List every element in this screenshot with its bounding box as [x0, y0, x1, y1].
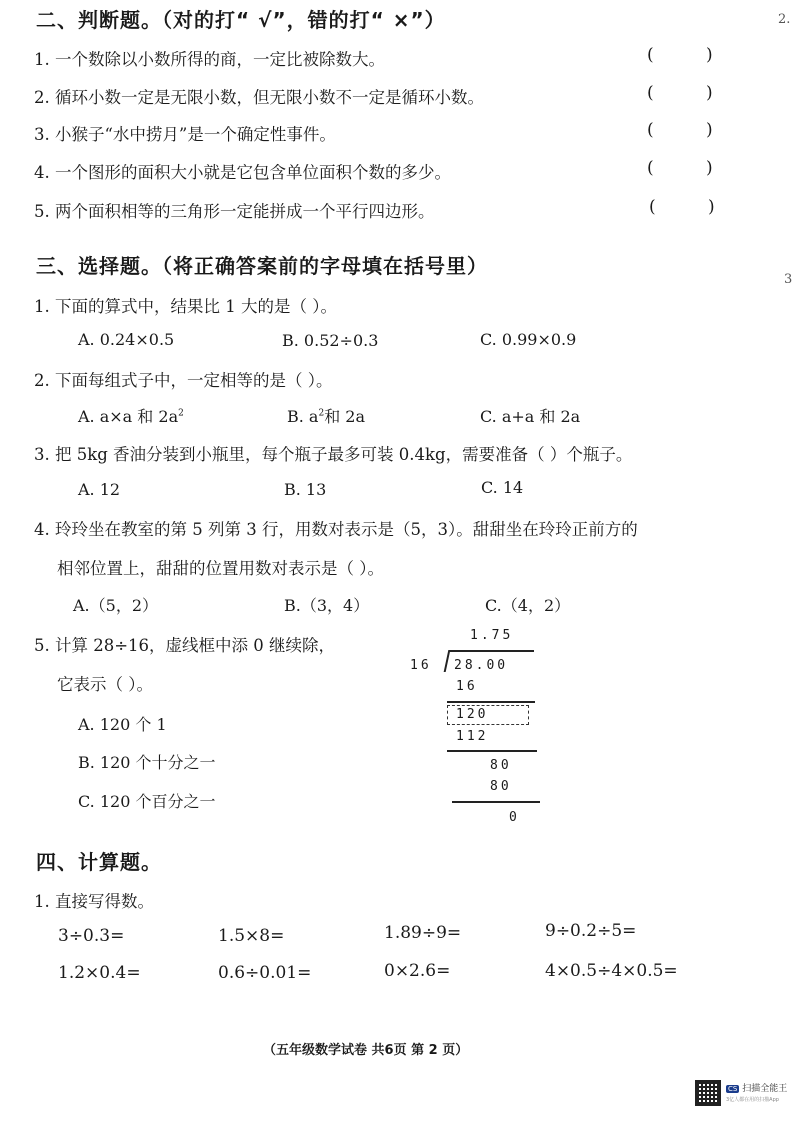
answer-paren-close: ) — [706, 158, 713, 178]
judge-item-2: 2. 循环小数一定是无限小数，但无限小数不一定是循环小数。 — [34, 88, 484, 107]
answer-paren-open: ( — [647, 45, 654, 65]
calc-item: 1.5×8= — [218, 926, 285, 946]
division-rule — [447, 701, 535, 703]
calc-item: 9÷0.2÷5= — [545, 921, 637, 941]
choice-q2: 2. 下面每组式子中，一定相等的是（ ）。 — [34, 371, 333, 390]
division-remainder: 0 — [509, 810, 520, 825]
choice-q3-option-c: C. 14 — [481, 478, 524, 497]
choice-q4-option-c: C.（4，2） — [485, 596, 571, 615]
calc-item: 4×0.5÷4×0.5= — [545, 961, 678, 981]
choice-q1-option-b: B. 0.52÷0.3 — [282, 331, 379, 350]
qr-code-icon — [695, 1080, 721, 1106]
choice-q5-option-c: C. 120 个百分之一 — [78, 792, 216, 811]
division-step-3: 112 — [456, 729, 489, 744]
scanner-watermark — [726, 1081, 787, 1103]
page-edge-mark: 3 — [784, 272, 793, 287]
division-step-4: 80 — [490, 758, 512, 773]
calc-item: 0×2.6= — [384, 961, 451, 981]
judge-item-3: 3. 小猴子“水中捞月”是一个确定性事件。 — [34, 125, 336, 144]
answer-paren-close: ) — [706, 120, 713, 140]
answer-paren-open: ( — [647, 158, 654, 178]
choice-q2-option-b: B. $a^2$和 2a — [287, 407, 366, 426]
division-bracket — [444, 650, 450, 672]
division-bar — [450, 650, 534, 652]
choice-q1-option-c: C. 0.99×0.9 — [480, 330, 577, 349]
division-step-2: 120 — [456, 707, 489, 722]
section3-title: 三、选择题。（将正确答案前的字母填在括号里） — [36, 254, 488, 278]
choice-q5-line1: 5. 计算 28÷16，虚线框中添 0 继续除， — [34, 636, 336, 655]
page-footer: （五年级数学试卷 共6页 第 2 页） — [263, 1043, 469, 1058]
choice-q4-line2: 相邻位置上，甜甜的位置用数对表示是（ ）。 — [57, 559, 384, 578]
section2-title: 二、判断题。（对的打“ √”，错的打“ ×”） — [36, 8, 446, 32]
calc-item: 1.89÷9= — [384, 923, 462, 943]
choice-q1-option-a: A. 0.24×0.5 — [78, 330, 175, 349]
scanner-brand-sub: 3亿人都在用的扫描App — [726, 1097, 779, 1103]
division-divisor: 16 — [410, 658, 432, 673]
judge-item-4: 4. 一个图形的面积大小就是它包含单位面积个数的多少。 — [34, 163, 451, 182]
choice-q5-option-b: B. 120 个十分之一 — [78, 753, 216, 772]
choice-q4-option-a: A.（5，2） — [73, 596, 159, 615]
calc-item: 0.6÷0.01= — [218, 963, 312, 983]
division-dividend: 28.00 — [454, 658, 509, 673]
camscanner-logo-icon: CS — [728, 1085, 738, 1093]
answer-paren-close: ) — [706, 45, 713, 65]
choice-q1: 1. 下面的算式中，结果比 1 大的是（ ）。 — [34, 297, 337, 316]
calc-subtitle: 1. 直接写得数。 — [34, 892, 154, 911]
choice-q2-option-a: A. a×a 和 $2a^2$ — [78, 407, 184, 426]
answer-paren-open: ( — [647, 83, 654, 103]
scanner-brand-name: 扫描全能王 — [742, 1084, 788, 1094]
division-quotient: 1.75 — [470, 628, 514, 643]
division-step-1: 16 — [456, 679, 478, 694]
choice-q3: 3. 把 5kg 香油分装到小瓶里，每个瓶子最多可装 0.4kg，需要准备（ ）个瓶子。 — [34, 445, 633, 464]
judge-item-5: 5. 两个面积相等的三角形一定能拼成一个平行四边形。 — [34, 202, 435, 221]
division-rule — [447, 750, 537, 752]
judge-item-1: 1. 一个数除以小数所得的商，一定比被除数大。 — [34, 50, 385, 69]
division-rule — [452, 801, 540, 803]
choice-q4-option-b: B.（3，4） — [284, 596, 370, 615]
answer-paren-open: ( — [649, 197, 656, 217]
division-step-5: 80 — [490, 779, 512, 794]
answer-paren-close: ) — [706, 83, 713, 103]
choice-q5-option-a: A. 120 个 1 — [78, 715, 167, 734]
calc-item: 1.2×0.4= — [58, 963, 141, 983]
calc-item: 3÷0.3= — [58, 926, 125, 946]
choice-q2-option-c: C. a+a 和 2a — [480, 407, 581, 426]
choice-q3-option-b: B. 13 — [284, 480, 327, 499]
answer-paren-open: ( — [647, 120, 654, 140]
choice-q5-line2: 它表示（ ）。 — [57, 675, 153, 694]
answer-paren-close: ) — [708, 197, 715, 217]
page-edge-mark: 2. — [778, 12, 791, 27]
choice-q3-option-a: A. 12 — [78, 480, 121, 499]
section4-title: 四、计算题。 — [36, 850, 162, 874]
choice-q4-line1: 4. 玲玲坐在教室的第 5 列第 3 行，用数对表示是（5，3）。甜甜坐在玲玲正前方的 — [34, 520, 638, 539]
